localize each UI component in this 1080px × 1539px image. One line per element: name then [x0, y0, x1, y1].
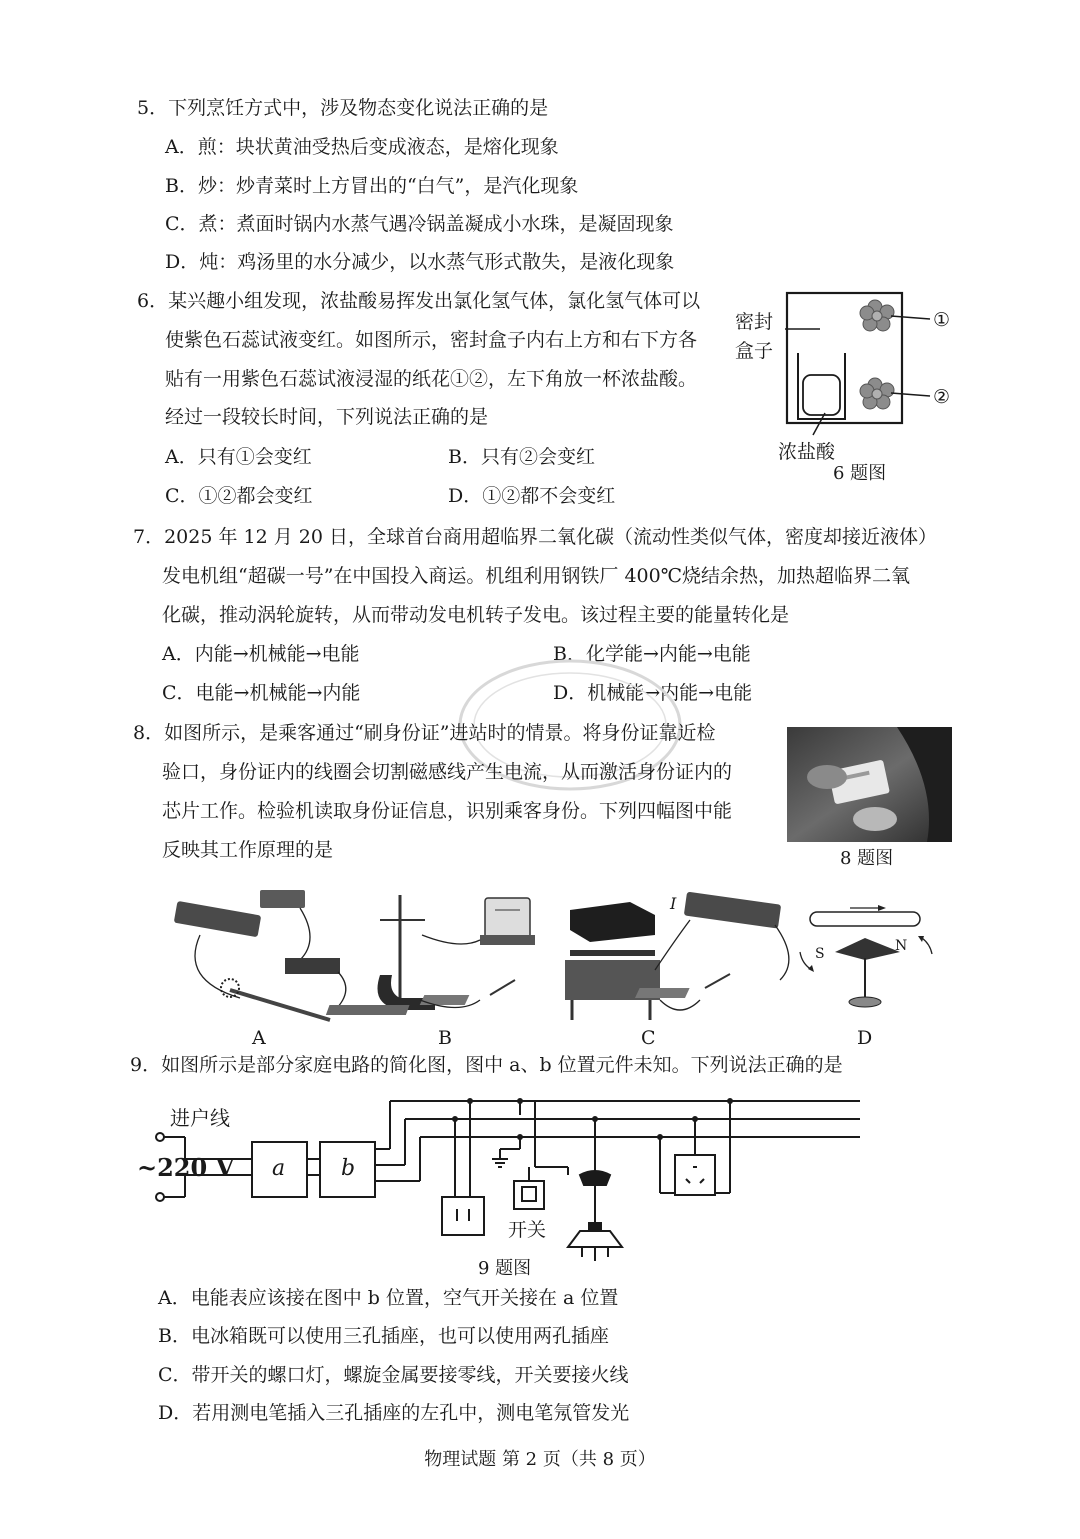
q6-option-a: A．只有①会变红 — [165, 446, 312, 468]
q7-stem-line-3: 化碳，推动涡轮旋转，从而带动发电机转子发电。该过程主要的能量转化是 — [162, 604, 790, 626]
q5-option-c: C．煮：煮面时锅内水蒸气遇冷锅盖凝成小水珠，是凝固现象 — [165, 213, 674, 235]
q9-figure-caption: 9 题图 — [478, 1258, 532, 1279]
label-box-2: 盒子 — [735, 340, 774, 362]
q7-option-a: A．内能→机械能→电能 — [162, 643, 360, 665]
q8-stem-line-2: 验口，身份证内的线圈会切割磁感线产生电流，从而激活身份证内的 — [162, 761, 733, 783]
switch-label: 开关 — [508, 1219, 547, 1241]
apparatus-a-icon — [174, 890, 346, 1020]
flower-1-leader — [891, 316, 930, 319]
q8-photo-caption: 8 题图 — [840, 848, 894, 869]
box-a-label: a — [272, 1156, 286, 1181]
q9-option-a: A．电能表应该接在图中 b 位置，空气开关接在 a 位置 — [158, 1287, 619, 1309]
fig-d-north-label: N — [895, 938, 908, 954]
paper-flower-1-icon — [860, 300, 894, 331]
q6-stem-line-4: 经过一段较长时间，下列说法正确的是 — [165, 406, 489, 428]
q7-option-c: C．电能→机械能→内能 — [162, 682, 361, 704]
q8-apparatus-figures — [160, 880, 950, 1040]
incoming-line-label: 进户线 — [170, 1106, 230, 1130]
label-box-1: 密封 — [735, 311, 774, 333]
label-flower-1: ① — [933, 309, 951, 331]
q6-option-b: B．只有②会变红 — [448, 446, 595, 468]
label-flower-2: ② — [933, 386, 951, 408]
q6-figure-caption: 6 题图 — [833, 463, 887, 484]
q6-stem-line-1: 6．某兴趣小组发现，浓盐酸易挥发出氯化氢气体，氯化氢气体可以 — [137, 290, 701, 312]
page-footer: 物理试题 第 2 页（共 8 页） — [424, 1449, 656, 1470]
label-acid: 浓盐酸 — [778, 441, 836, 463]
q7-stem-line-1: 7．2025 年 12 月 20 日，全球首台商用超临界二氧化碳（流动性类似气体，密度却接近液体） — [133, 526, 937, 548]
fig-d-south-label: S — [815, 946, 825, 962]
q5-option-d: D．炖：鸡汤里的水分减少，以水蒸气形式散失，是液化现象 — [165, 251, 675, 273]
household-circuit-diagram — [140, 1085, 870, 1280]
q9-option-b: B．电冰箱既可以使用三孔插座，也可以使用两孔插座 — [158, 1325, 609, 1347]
id-card-photo — [787, 727, 952, 842]
q5-option-b: B．炒：炒青菜时上方冒出的“白气”，是汽化现象 — [165, 175, 579, 197]
q8-stem-line-1: 8．如图所示，是乘客通过“刷身份证”进站时的情景。将身份证靠近检 — [133, 722, 716, 744]
q5-stem: 5．下列烹饪方式中，涉及物态变化说法正确的是 — [137, 97, 549, 119]
lamp-holder-icon — [580, 1171, 610, 1185]
q6-option-c: C．①②都会变红 — [165, 485, 313, 507]
fig-label-c: C — [641, 1027, 656, 1049]
box-b-label: b — [341, 1156, 356, 1181]
q6-option-d: D．①②都不会变红 — [448, 485, 616, 507]
beaker-icon — [798, 353, 845, 419]
switch-box-icon — [514, 1181, 544, 1209]
q8-stem-line-4: 反映其工作原理的是 — [162, 839, 334, 861]
q6-figure — [725, 285, 975, 485]
q7-option-b: B．化学能→内能→电能 — [553, 643, 751, 665]
apparatus-b-icon — [326, 895, 535, 1015]
q5-option-a: A．煎：块状黄油受热后变成液态，是熔化现象 — [165, 136, 559, 158]
three-pin-socket-icon — [675, 1155, 715, 1195]
flower-2-leader — [891, 393, 930, 396]
apparatus-c-icon — [565, 892, 789, 1020]
q8-stem-line-3: 芯片工作。检验机读取身份证信息，识别乘客身份。下列四幅图中能 — [162, 800, 733, 822]
q6-stem-line-3: 贴有一用紫色石蕊试液浸湿的纸花①②，左下角放一杯浓盐酸。 — [165, 368, 698, 390]
fig-label-d: D — [857, 1027, 873, 1049]
two-pin-socket-icon — [442, 1197, 484, 1235]
paper-flower-2-icon — [860, 378, 894, 409]
fig-label-b: B — [438, 1027, 452, 1049]
acid-liquid — [803, 375, 840, 415]
q9-option-c: C．带开关的螺口灯，螺旋金属要接零线，开关要接火线 — [158, 1364, 629, 1386]
q9-stem: 9．如图所示是部分家庭电路的简化图，图中 a、b 位置元件未知。下列说法正确的是 — [130, 1054, 843, 1076]
fig-d-current-label: I — [670, 894, 677, 913]
q7-option-d: D．机械能→内能→电能 — [553, 682, 753, 704]
voltage-label: ~220 V — [137, 1153, 235, 1182]
bulb-icon — [568, 1231, 622, 1247]
fig-label-a: A — [252, 1027, 266, 1049]
q7-stem-line-2: 发电机组“超碳一号”在中国投入商运。机组利用钢铁厂 400℃烧结余热，加热超临界二氧 — [162, 565, 910, 587]
q9-option-d: D．若用测电笔插入三孔插座的左孔中，测电笔氖管发光 — [158, 1402, 630, 1424]
q6-stem-line-2: 使紫色石蕊试液变红。如图所示，密封盒子内右上方和右下方各 — [165, 329, 698, 351]
